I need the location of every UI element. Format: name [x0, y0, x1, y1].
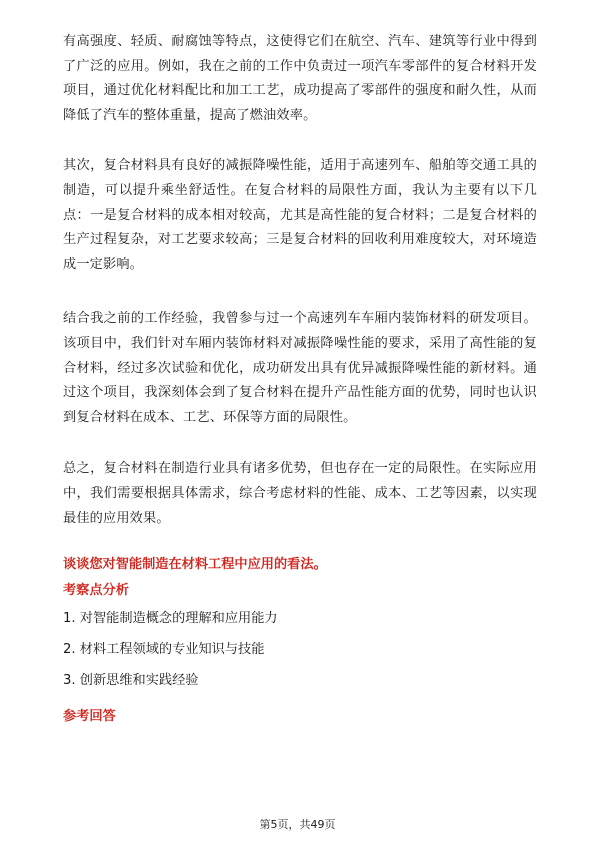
paragraph-3: 结合我之前的工作经验，我曾参与过一个高速列车车厢内装饰材料的研发项目。该项目中，我们针对车厢内装饰材料对减振降噪性能的要求，采用了高性能的复合材料，经过多次试验和优化，成功研发出具有优异减振降噪性能的新材料。通过这个项目，我深刻体会到了复合材料在提升产品性能方面的优势，同时也认识到复合材料在成本、工艺、环保等方面的局限性。	[63, 311, 537, 425]
question-heading: 谈谈您对智能制造在材料工程中应用的看法。	[63, 557, 327, 573]
paragraph-2: 其次，复合材料具有良好的减振降噪性能，适用于高速列车、船舶等交通工具的制造，可以提升乘坐舒适性。在复合材料的局限性方面，我认为主要有以下几点：一是复合材料的成本相对较高，尤其是高性能的复合材料；二是复合材料的生产过程复杂，对工艺要求较高；三是复合材料的回收利用难度较大，对环境造成一定影响。	[63, 158, 537, 272]
analysis-item: 3. 创新思维和实践经验	[63, 673, 199, 689]
analysis-heading: 考察点分析	[63, 583, 129, 599]
page-content	[63, 30, 537, 727]
answer-heading: 参考回答	[63, 709, 116, 725]
page-number-footer: 第5页，共49页	[259, 818, 336, 831]
analysis-item: 2. 材料工程领域的专业知识与技能	[63, 642, 265, 658]
analysis-list	[63, 609, 537, 691]
analysis-item: 1. 对智能制造概念的理解和应用能力	[63, 611, 278, 627]
paragraph-4: 总之，复合材料在制造行业具有诸多优势，但也存在一定的局限性。在实际应用中，我们需要根据具体需求，综合考虑材料的性能、成本、工艺等因素，以实现最佳的应用效果。	[63, 461, 537, 526]
paragraph-1: 有高强度、轻质、耐腐蚀等特点，这使得它们在航空、汽车、建筑等行业中得到了广泛的应用。例如，我在之前的工作中负责过一项汽车零部件的复合材料开发项目，通过优化材料配比和加工工艺，成功提高了零部件的强度和耐久性，从而降低了汽车的整体重量，提高了燃油效率。	[63, 34, 537, 123]
